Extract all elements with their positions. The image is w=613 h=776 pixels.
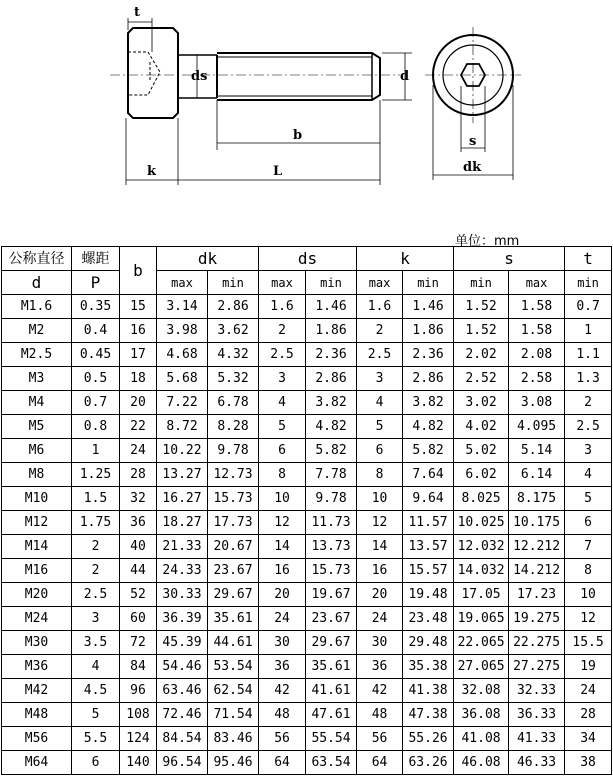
cell-dk-min: 62.54 <box>208 679 259 703</box>
cell-k-max: 16 <box>357 559 403 583</box>
cell-d: M16 <box>2 559 72 583</box>
cell-k-max: 2.5 <box>357 343 403 367</box>
cell-dk-min: 8.28 <box>208 415 259 439</box>
header-nominal-diameter-cn: 公称直径 <box>8 250 65 267</box>
table-row <box>2 511 612 535</box>
cell-d: M64 <box>2 751 72 775</box>
cell-s-min: 3.02 <box>454 391 509 415</box>
cell-ds-max: 6 <box>259 439 306 463</box>
header-pitch <box>72 247 120 271</box>
table-row <box>2 607 612 631</box>
cell-t-min: 4 <box>565 463 612 487</box>
cell-dk-max: 30.33 <box>157 583 208 607</box>
cell-d: M6 <box>2 439 72 463</box>
socket-head-cap-screw-drawing <box>0 0 613 200</box>
cell-t-min: 12 <box>565 607 612 631</box>
cell-ds-min: 2.36 <box>306 343 357 367</box>
cell-ds-min: 2.86 <box>306 367 357 391</box>
cell-dk-max: 72.46 <box>157 703 208 727</box>
cell-s-max: 14.212 <box>509 559 565 583</box>
cell-ds-min: 9.78 <box>306 487 357 511</box>
cell-ds-max: 14 <box>259 535 306 559</box>
cell-d: M42 <box>2 679 72 703</box>
header-dk-max: max <box>157 271 208 295</box>
cell-d: M2.5 <box>2 343 72 367</box>
cell-s-max: 1.58 <box>509 319 565 343</box>
cell-b: 36 <box>120 511 157 535</box>
table-row <box>2 703 612 727</box>
cell-d: M56 <box>2 727 72 751</box>
cell-k-max: 3 <box>357 367 403 391</box>
cell-s-min: 6.02 <box>454 463 509 487</box>
cell-b: 40 <box>120 535 157 559</box>
cell-p: 0.5 <box>72 367 120 391</box>
cell-ds-max: 2.5 <box>259 343 306 367</box>
cell-ds-max: 4 <box>259 391 306 415</box>
cell-ds-min: 1.86 <box>306 319 357 343</box>
cell-t-min: 8 <box>565 559 612 583</box>
header-ds-max: max <box>259 271 306 295</box>
cell-s-min: 46.08 <box>454 751 509 775</box>
cell-ds-min: 5.82 <box>306 439 357 463</box>
cell-s-max: 12.212 <box>509 535 565 559</box>
header-t: t <box>565 247 612 271</box>
cell-dk-max: 84.54 <box>157 727 208 751</box>
cell-b: 15 <box>120 295 157 319</box>
cell-b: 84 <box>120 655 157 679</box>
cell-p: 1 <box>72 439 120 463</box>
dim-k-label: k <box>147 164 157 179</box>
cell-ds-max: 36 <box>259 655 306 679</box>
cell-k-min: 15.57 <box>403 559 454 583</box>
cell-t-min: 3 <box>565 439 612 463</box>
cell-k-max: 4 <box>357 391 403 415</box>
end-view <box>425 27 521 180</box>
cell-t-min: 24 <box>565 679 612 703</box>
cell-dk-max: 45.39 <box>157 631 208 655</box>
table-row <box>2 487 612 511</box>
cell-t-min: 5 <box>565 487 612 511</box>
cell-s-min: 1.52 <box>454 319 509 343</box>
cell-p: 2.5 <box>72 583 120 607</box>
cell-d: M14 <box>2 535 72 559</box>
cell-ds-min: 47.61 <box>306 703 357 727</box>
cell-ds-max: 24 <box>259 607 306 631</box>
cell-b: 96 <box>120 679 157 703</box>
cell-p: 1.5 <box>72 487 120 511</box>
cell-ds-max: 64 <box>259 751 306 775</box>
cell-k-max: 24 <box>357 607 403 631</box>
cell-ds-max: 56 <box>259 727 306 751</box>
cell-b: 60 <box>120 607 157 631</box>
cell-b: 140 <box>120 751 157 775</box>
dim-dk-label: dk <box>463 160 482 175</box>
cell-ds-max: 30 <box>259 631 306 655</box>
cell-s-min: 41.08 <box>454 727 509 751</box>
cell-s-max: 4.095 <box>509 415 565 439</box>
table-header <box>2 247 612 295</box>
cell-p: 3.5 <box>72 631 120 655</box>
cell-s-max: 2.58 <box>509 367 565 391</box>
table-body <box>2 295 612 775</box>
header-P: P <box>72 271 120 295</box>
cell-b: 22 <box>120 415 157 439</box>
header-s: s <box>454 247 565 271</box>
cell-k-max: 14 <box>357 535 403 559</box>
cell-d: M24 <box>2 607 72 631</box>
cell-s-min: 2.52 <box>454 367 509 391</box>
side-view <box>110 18 412 185</box>
dim-s-label: s <box>469 134 477 149</box>
cell-k-min: 35.38 <box>403 655 454 679</box>
cell-dk-min: 53.54 <box>208 655 259 679</box>
cell-dk-max: 54.46 <box>157 655 208 679</box>
cell-ds-min: 15.73 <box>306 559 357 583</box>
cell-s-max: 5.14 <box>509 439 565 463</box>
cell-p: 1.75 <box>72 511 120 535</box>
cell-p: 0.7 <box>72 391 120 415</box>
cell-p: 6 <box>72 751 120 775</box>
dim-L-label: L <box>273 164 283 179</box>
cell-d: M12 <box>2 511 72 535</box>
cell-k-max: 36 <box>357 655 403 679</box>
cell-s-max: 6.14 <box>509 463 565 487</box>
cell-b: 24 <box>120 439 157 463</box>
cell-k-max: 56 <box>357 727 403 751</box>
cell-ds-min: 41.61 <box>306 679 357 703</box>
cell-p: 0.4 <box>72 319 120 343</box>
cell-dk-min: 5.32 <box>208 367 259 391</box>
cell-k-max: 2 <box>357 319 403 343</box>
cell-k-min: 1.46 <box>403 295 454 319</box>
cell-d: M20 <box>2 583 72 607</box>
cell-d: M2 <box>2 319 72 343</box>
cell-ds-max: 10 <box>259 487 306 511</box>
table-row <box>2 559 612 583</box>
cell-d: M8 <box>2 463 72 487</box>
cell-dk-max: 7.22 <box>157 391 208 415</box>
cell-t-min: 1 <box>565 319 612 343</box>
cell-dk-max: 96.54 <box>157 751 208 775</box>
cell-dk-max: 5.68 <box>157 367 208 391</box>
cell-k-min: 3.82 <box>403 391 454 415</box>
cell-b: 52 <box>120 583 157 607</box>
cell-k-max: 12 <box>357 511 403 535</box>
cell-s-min: 22.065 <box>454 631 509 655</box>
header-nominal-diameter <box>2 247 72 271</box>
cell-dk-max: 63.46 <box>157 679 208 703</box>
cell-p: 5.5 <box>72 727 120 751</box>
cell-ds-min: 19.67 <box>306 583 357 607</box>
cell-dk-min: 3.62 <box>208 319 259 343</box>
cell-s-min: 5.02 <box>454 439 509 463</box>
cell-dk-max: 4.68 <box>157 343 208 367</box>
cell-p: 0.35 <box>72 295 120 319</box>
unit-label: 单位：mm <box>455 234 520 249</box>
cell-p: 2 <box>72 535 120 559</box>
cell-dk-max: 8.72 <box>157 415 208 439</box>
cell-ds-min: 11.73 <box>306 511 357 535</box>
cell-s-min: 27.065 <box>454 655 509 679</box>
cell-s-min: 19.065 <box>454 607 509 631</box>
cell-k-min: 2.86 <box>403 367 454 391</box>
cell-s-min: 36.08 <box>454 703 509 727</box>
cell-t-min: 28 <box>565 703 612 727</box>
table-row <box>2 439 612 463</box>
table-row <box>2 415 612 439</box>
cell-ds-min: 63.54 <box>306 751 357 775</box>
cell-s-min: 32.08 <box>454 679 509 703</box>
cell-ds-max: 2 <box>259 319 306 343</box>
cell-ds-min: 35.61 <box>306 655 357 679</box>
cell-b: 17 <box>120 343 157 367</box>
cell-dk-max: 18.27 <box>157 511 208 535</box>
cell-p: 2 <box>72 559 120 583</box>
cell-d: M36 <box>2 655 72 679</box>
cell-k-max: 64 <box>357 751 403 775</box>
cell-k-min: 7.64 <box>403 463 454 487</box>
header-dk-min: min <box>208 271 259 295</box>
cell-s-max: 19.275 <box>509 607 565 631</box>
cell-dk-min: 71.54 <box>208 703 259 727</box>
cell-k-min: 2.36 <box>403 343 454 367</box>
table-row <box>2 367 612 391</box>
cell-s-max: 27.275 <box>509 655 565 679</box>
cell-dk-max: 21.33 <box>157 535 208 559</box>
table-row <box>2 463 612 487</box>
cell-k-max: 10 <box>357 487 403 511</box>
cell-k-min: 19.48 <box>403 583 454 607</box>
cell-t-min: 34 <box>565 727 612 751</box>
cell-b: 16 <box>120 319 157 343</box>
header-k: k <box>357 247 454 271</box>
cell-ds-max: 1.6 <box>259 295 306 319</box>
table-row <box>2 295 612 319</box>
cell-s-max: 22.275 <box>509 631 565 655</box>
cell-s-max: 32.33 <box>509 679 565 703</box>
cell-ds-min: 3.82 <box>306 391 357 415</box>
cell-d: M5 <box>2 415 72 439</box>
cell-dk-max: 10.22 <box>157 439 208 463</box>
cell-b: 72 <box>120 631 157 655</box>
cell-p: 3 <box>72 607 120 631</box>
cell-k-min: 4.82 <box>403 415 454 439</box>
cell-ds-max: 3 <box>259 367 306 391</box>
table-row <box>2 631 612 655</box>
cell-ds-max: 5 <box>259 415 306 439</box>
cell-s-min: 2.02 <box>454 343 509 367</box>
table-row <box>2 535 612 559</box>
cell-t-min: 10 <box>565 583 612 607</box>
cell-ds-max: 8 <box>259 463 306 487</box>
cell-dk-min: 4.32 <box>208 343 259 367</box>
cell-dk-min: 35.61 <box>208 607 259 631</box>
cell-t-min: 19 <box>565 655 612 679</box>
dimension-table <box>1 246 612 775</box>
cell-k-max: 30 <box>357 631 403 655</box>
cell-s-max: 10.175 <box>509 511 565 535</box>
cell-k-max: 8 <box>357 463 403 487</box>
cell-k-min: 63.26 <box>403 751 454 775</box>
table-row <box>2 391 612 415</box>
cell-k-max: 20 <box>357 583 403 607</box>
cell-ds-max: 16 <box>259 559 306 583</box>
cell-t-min: 1.3 <box>565 367 612 391</box>
cell-b: 20 <box>120 391 157 415</box>
cell-ds-min: 1.46 <box>306 295 357 319</box>
cell-ds-max: 42 <box>259 679 306 703</box>
cell-s-min: 14.032 <box>454 559 509 583</box>
header-dk: dk <box>157 247 259 271</box>
cell-p: 4.5 <box>72 679 120 703</box>
cell-k-min: 23.48 <box>403 607 454 631</box>
cell-k-max: 5 <box>357 415 403 439</box>
table-row <box>2 655 612 679</box>
cell-dk-max: 3.14 <box>157 295 208 319</box>
cell-k-min: 1.86 <box>403 319 454 343</box>
cell-k-min: 29.48 <box>403 631 454 655</box>
cell-s-max: 1.58 <box>509 295 565 319</box>
dim-d-label: d <box>400 69 410 84</box>
header-ds-min: min <box>306 271 357 295</box>
cell-dk-min: 23.67 <box>208 559 259 583</box>
cell-d: M30 <box>2 631 72 655</box>
cell-d: M4 <box>2 391 72 415</box>
cell-ds-min: 7.78 <box>306 463 357 487</box>
cell-s-max: 3.08 <box>509 391 565 415</box>
cell-dk-min: 12.73 <box>208 463 259 487</box>
cell-t-min: 2 <box>565 391 612 415</box>
table-row <box>2 343 612 367</box>
cell-ds-max: 20 <box>259 583 306 607</box>
header-b: b <box>120 247 157 295</box>
cell-b: 44 <box>120 559 157 583</box>
cell-k-max: 1.6 <box>357 295 403 319</box>
cell-dk-min: 95.46 <box>208 751 259 775</box>
cell-b: 28 <box>120 463 157 487</box>
cell-k-min: 55.26 <box>403 727 454 751</box>
cell-dk-min: 29.67 <box>208 583 259 607</box>
cell-s-min: 12.032 <box>454 535 509 559</box>
cell-d: M48 <box>2 703 72 727</box>
cell-dk-max: 13.27 <box>157 463 208 487</box>
cell-dk-max: 36.39 <box>157 607 208 631</box>
cell-k-min: 13.57 <box>403 535 454 559</box>
cell-k-max: 48 <box>357 703 403 727</box>
cell-dk-min: 6.78 <box>208 391 259 415</box>
cell-dk-max: 24.33 <box>157 559 208 583</box>
cell-dk-min: 15.73 <box>208 487 259 511</box>
cell-s-min: 10.025 <box>454 511 509 535</box>
table-row <box>2 583 612 607</box>
header-k-min: min <box>403 271 454 295</box>
cell-s-min: 8.025 <box>454 487 509 511</box>
cell-s-max: 8.175 <box>509 487 565 511</box>
cell-dk-min: 9.78 <box>208 439 259 463</box>
cell-dk-min: 83.46 <box>208 727 259 751</box>
cell-b: 124 <box>120 727 157 751</box>
cell-t-min: 7 <box>565 535 612 559</box>
cell-p: 0.45 <box>72 343 120 367</box>
header-d: d <box>2 271 72 295</box>
header-t-min: min <box>565 271 612 295</box>
cell-dk-min: 20.67 <box>208 535 259 559</box>
dim-b-label: b <box>293 128 303 143</box>
cell-t-min: 15.5 <box>565 631 612 655</box>
cell-ds-min: 55.54 <box>306 727 357 751</box>
cell-s-min: 17.05 <box>454 583 509 607</box>
cell-d: M3 <box>2 367 72 391</box>
cell-s-max: 2.08 <box>509 343 565 367</box>
header-pitch-cn: 螺距 <box>81 250 110 267</box>
cell-k-min: 9.64 <box>403 487 454 511</box>
cell-t-min: 1.1 <box>565 343 612 367</box>
cell-t-min: 2.5 <box>565 415 612 439</box>
header-k-max: max <box>357 271 403 295</box>
dimension-labels <box>134 5 482 179</box>
cell-s-max: 36.33 <box>509 703 565 727</box>
cell-ds-min: 29.67 <box>306 631 357 655</box>
cell-ds-max: 48 <box>259 703 306 727</box>
cell-k-max: 6 <box>357 439 403 463</box>
cell-p: 5 <box>72 703 120 727</box>
cell-s-max: 41.33 <box>509 727 565 751</box>
header-s-max: max <box>509 271 565 295</box>
dim-t-label: t <box>134 5 141 20</box>
cell-k-min: 11.57 <box>403 511 454 535</box>
cell-b: 18 <box>120 367 157 391</box>
cell-s-max: 46.33 <box>509 751 565 775</box>
cell-k-max: 42 <box>357 679 403 703</box>
cell-d: M10 <box>2 487 72 511</box>
table-row <box>2 727 612 751</box>
cell-b: 32 <box>120 487 157 511</box>
header-ds: ds <box>259 247 357 271</box>
cell-dk-min: 2.86 <box>208 295 259 319</box>
cell-k-min: 5.82 <box>403 439 454 463</box>
cell-ds-min: 13.73 <box>306 535 357 559</box>
cell-ds-max: 12 <box>259 511 306 535</box>
cell-k-min: 47.38 <box>403 703 454 727</box>
cell-s-max: 17.23 <box>509 583 565 607</box>
table-row <box>2 751 612 775</box>
cell-p: 0.8 <box>72 415 120 439</box>
table-row <box>2 679 612 703</box>
cell-ds-min: 23.67 <box>306 607 357 631</box>
cell-d: M1.6 <box>2 295 72 319</box>
cell-t-min: 0.7 <box>565 295 612 319</box>
table-row <box>2 319 612 343</box>
dim-ds-label: ds <box>191 69 208 84</box>
cell-s-min: 1.52 <box>454 295 509 319</box>
cell-ds-min: 4.82 <box>306 415 357 439</box>
header-s-min: min <box>454 271 509 295</box>
cell-t-min: 38 <box>565 751 612 775</box>
cell-k-min: 41.38 <box>403 679 454 703</box>
cell-dk-max: 16.27 <box>157 487 208 511</box>
cell-dk-min: 44.61 <box>208 631 259 655</box>
cell-p: 1.25 <box>72 463 120 487</box>
cell-dk-min: 17.73 <box>208 511 259 535</box>
cell-p: 4 <box>72 655 120 679</box>
cell-t-min: 6 <box>565 511 612 535</box>
cell-b: 108 <box>120 703 157 727</box>
cell-s-min: 4.02 <box>454 415 509 439</box>
cell-dk-max: 3.98 <box>157 319 208 343</box>
